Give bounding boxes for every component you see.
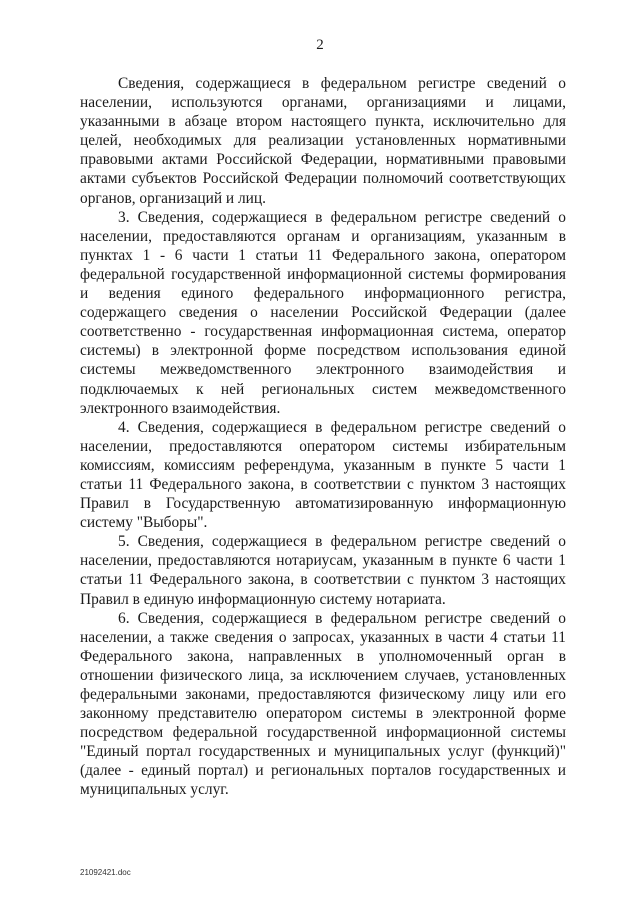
paragraph-usage: Сведения, содержащиеся в федеральном регистре сведений о населении, используются органами, организациями и лицами, указанными в абзаце втором настоящего пункта, исключительно для целей, необходимых для реализации установленных нормативными правовыми актами Российской Федерации, нормативными правовыми актами субъектов Российской Федерации полномочий соответствующих органов, организаций и лиц. bbox=[80, 75, 566, 207]
paragraph-4: 4. Сведения, содержащиеся в федеральном регистре сведений о населении, предоставляются оператором системы избирательным комиссиям, комиссиям референдума, указанным в пункте 5 части 1 статьи 11 Федерального закона, в соответствии с пунктом 3 настоящих Правил в Государственную автоматизированную информационную систему "Выборы". bbox=[80, 418, 566, 532]
document-body bbox=[80, 74, 566, 800]
paragraph-3: 3. Сведения, содержащиеся в федеральном регистре сведений о населении, предоставляются органам и организациям, указанным в пунктах 1 - 6 части 1 статьи 11 Федерального закона, оператором федеральной государственной информационной системы формирования и ведения единого федерального информационного регистра, содержащего сведения о населении Российской Федерации (далее соответственно - государственная информационная система, оператор системы) в электронной форме посредством использования единой системы межведомственного электронного взаимодействия и подключаемых к ней региональных систем межведомственного электронного взаимодействия. bbox=[80, 208, 566, 417]
paragraph-6: 6. Сведения, содержащиеся в федеральном регистре сведений о населении, а также сведения о запросах, указанных в части 4 статьи 11 Федерального закона, направленных в уполномоченный орган в отношении физического лица, за исключением случаев, установленных федеральными законами, предоставляются физическому лицу или его законному представителю оператором системы в электронной форме посредством федеральной государственной информационной системы "Единый портал государственных и муниципальных услуг (функций)" (далее - единый портал) и региональных порталов государственных и муниципальных услуг. bbox=[80, 609, 566, 799]
document-filename: 21092421.doc bbox=[80, 868, 131, 877]
paragraph-5: 5. Сведения, содержащиеся в федеральном регистре сведений о населении, предоставляются нотариусам, указанным в пункте 6 части 1 статьи 11 Федерального закона, в соответствии с пунктом 3 настоящих Правил в единую информационную систему нотариата. bbox=[80, 533, 566, 608]
page-number: 2 bbox=[316, 37, 324, 53]
